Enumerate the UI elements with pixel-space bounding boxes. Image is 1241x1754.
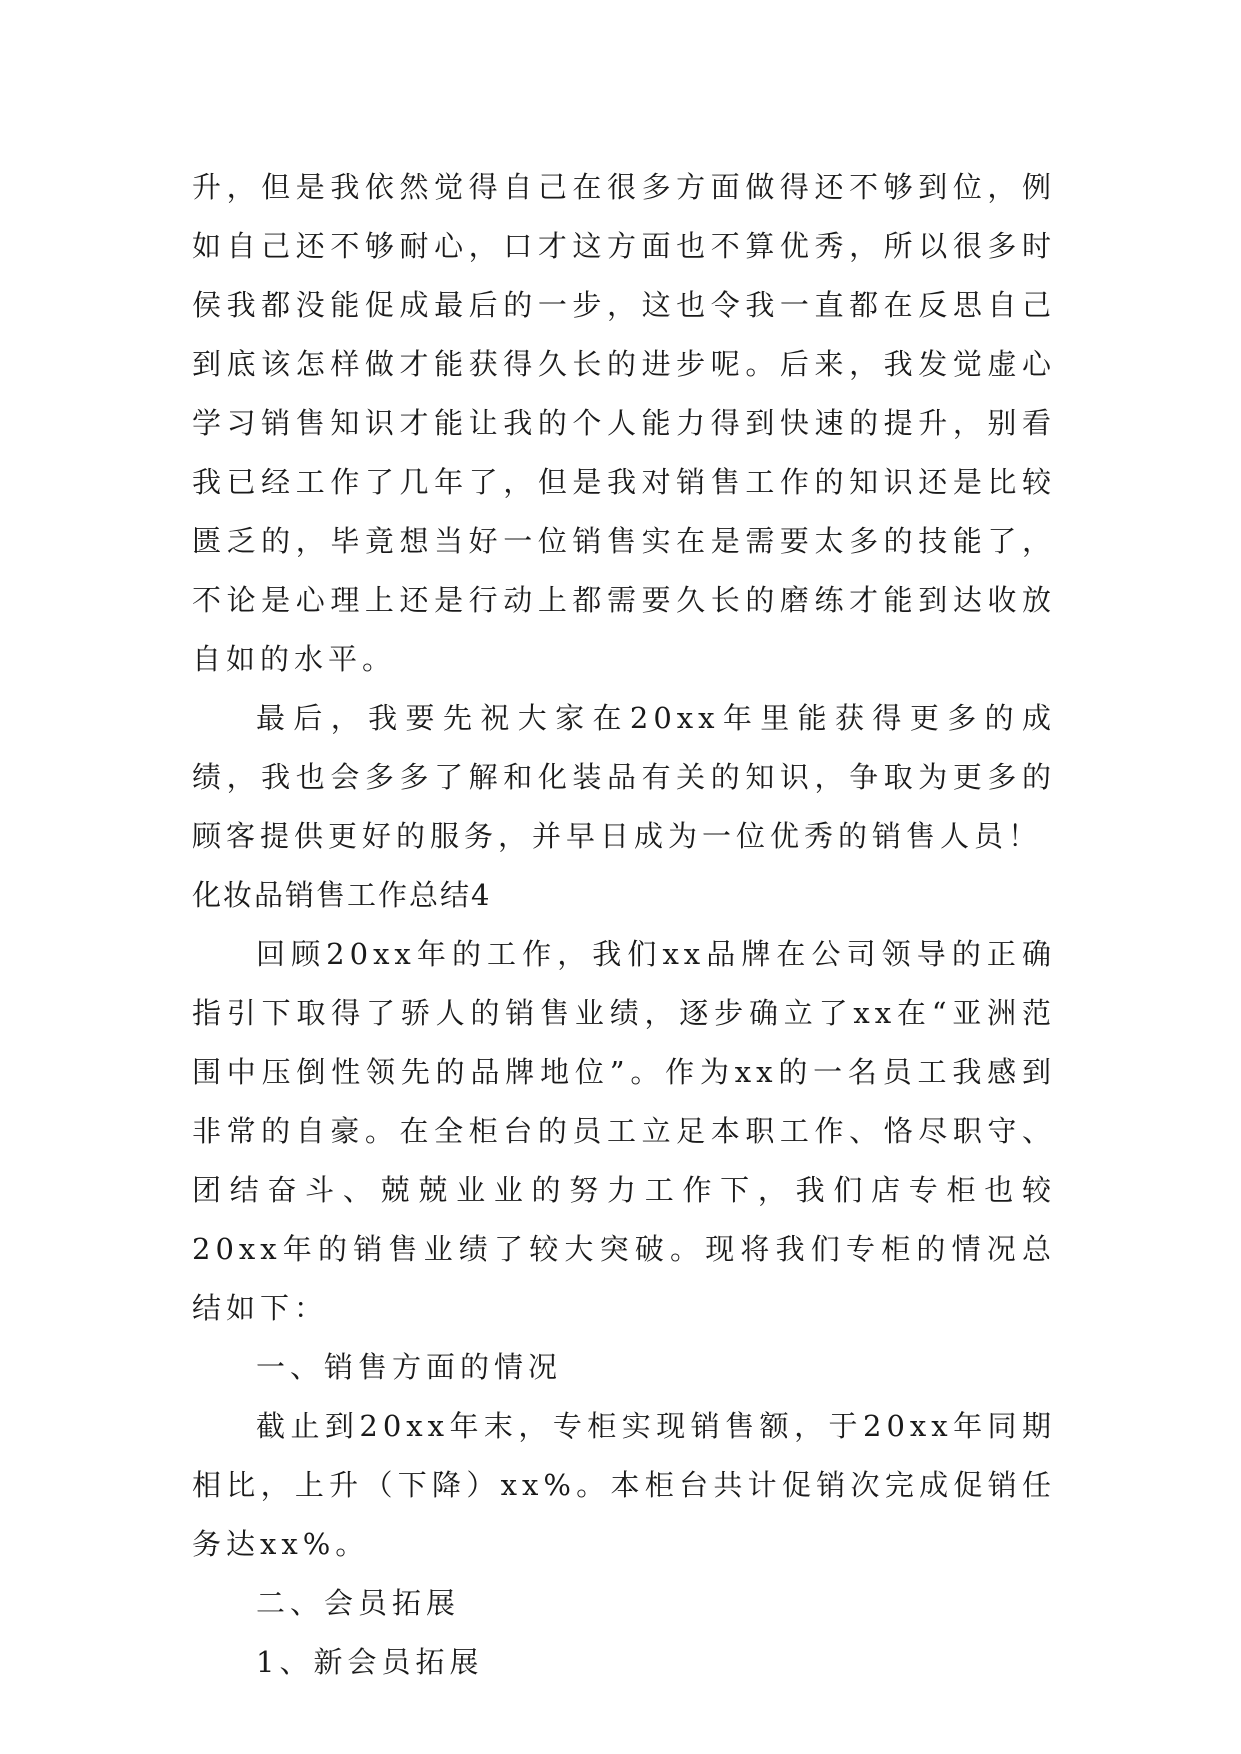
paragraph-continuation: 升，但是我依然觉得自己在很多方面做得还不够到位，例如自己还不够耐心，口才这方面也不算优秀，所以很多时侯我都没能促成最后的一步，这也令我一直都在反思自己到底该怎样做才能获得久长的进步呢。后来，我发觉虚心学习销售知识才能让我的个人能力得到快速的提升，别看我已经工作了几年了，但是我对销售工作的知识还是比较匮乏的，毕竟想当好一位销售实在是需要太多的技能了，不论是心理上还是行动上都需要久长的磨练才能到达收放自如的水平。	[192, 170, 1056, 676]
paragraph-closing-wishes: 最后，我要先祝大家在20xx年里能获得更多的成绩，我也会多多了解和化装品有关的知识，争取为更多的顾客提供更好的服务，并早日成为一位优秀的销售人员！	[192, 701, 1056, 853]
document-page	[192, 158, 1056, 1692]
heading-new-members: 1、新会员拓展	[256, 1645, 484, 1679]
paragraph-review: 回顾20xx年的工作，我们xx品牌在公司领导的正确指引下取得了骄人的销售业绩，逐步确立了xx在“亚洲范围中压倒性领先的品牌地位”。作为xx的一名员工我感到非常的自豪。在全柜台的员工立足本职工作、恪尽职守、团结奋斗、兢兢业业的努力工作下，我们店专柜也较20xx年的销售业绩了较大突破。现将我们专柜的情况总结如下：	[192, 937, 1056, 1325]
paragraph-sales: 截止到20xx年末，专柜实现销售额，于20xx年同期相比，上升（下降）xx%。本柜台共计促销次完成促销任务达xx%。	[192, 1409, 1056, 1561]
section-title: 化妆品销售工作总结4	[192, 878, 492, 912]
heading-sales: 一、销售方面的情况	[256, 1350, 563, 1384]
heading-members: 二、会员拓展	[256, 1586, 461, 1620]
